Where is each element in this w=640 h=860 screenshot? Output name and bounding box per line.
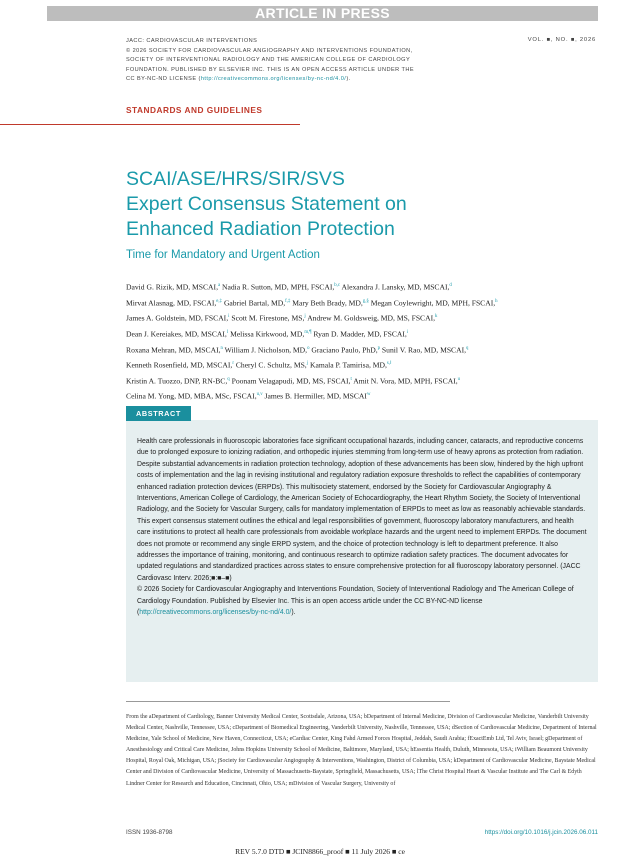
abstract-label: ABSTRACT — [126, 406, 191, 421]
author-affiliation-marker: s,‖ — [386, 361, 392, 367]
author-name: Kamala P. Tamirisa, MD, — [309, 360, 387, 370]
copyright-line-1: © 2026 SOCIETY FOR CARDIOVASCULAR ANGIOGRAPHY AND INTERVENTIONS FOUNDATION, — [126, 47, 413, 54]
author-affiliation-marker: t — [350, 376, 352, 382]
license-prefix: CC BY-NC-ND LICENSE ( — [126, 76, 201, 83]
article-in-press-banner: ARTICLE IN PRESS — [47, 6, 598, 21]
author-affiliation-marker: e,‡ — [216, 298, 223, 304]
author-affiliation-marker: r — [232, 361, 234, 367]
author-line — [126, 279, 606, 295]
author-affiliation-marker: f,‡ — [285, 298, 291, 304]
article-subtitle: Time for Mandatory and Urgent Action — [126, 249, 320, 261]
author-affiliation-marker: q — [227, 376, 230, 382]
author-name: Poonam Velagapudi, MD, MS, FSCAI, — [231, 376, 351, 386]
author-affiliation-marker: w — [366, 392, 371, 398]
license-line — [126, 75, 466, 85]
author-name: Amit N. Vora, MD, MPH, FSCAI, — [353, 376, 458, 386]
abstract-body — [137, 436, 587, 619]
title-line-3: Enhanced Radiation Protection — [126, 218, 395, 240]
affiliation-divider — [126, 701, 450, 702]
volume-info: VOL. ■, NO. ■, 2026 — [527, 37, 596, 43]
author-name: Ryan D. Madder, MD, FSCAI, — [313, 329, 407, 339]
author-name: Cheryl C. Schultz, MS, — [235, 360, 307, 370]
author-name: Mary Beth Brady, MD, — [292, 298, 363, 308]
copyright-line-2: SOCIETY OF INTERVENTIONAL RADIOLOGY AND THE AMERICAN COLLEGE OF CARDIOLOGY — [126, 57, 411, 64]
abstract-copyright-text: © 2026 Society for Cardiovascular Angiography and Interventions Foundation, Society of Interventional Radiology and The American College of Cardiology Foundation. Published by Elsevier Inc. This is an open access article under the CC BY-NC-ND license ( — [137, 586, 574, 617]
author-name: Kristin A. Tuozzo, DNP, RN-BC, — [126, 376, 228, 386]
author-affiliation-marker: q — [466, 345, 469, 351]
section-divider — [0, 124, 300, 125]
author-affiliation-marker: g,§ — [362, 298, 369, 304]
author-line — [126, 310, 606, 326]
author-line — [126, 342, 606, 358]
author-name: Celina M. Yong, MD, MBA, MSc, FSCAI, — [126, 391, 257, 401]
author-affiliation-marker: a — [217, 283, 221, 288]
author-affiliation-marker: k — [435, 314, 438, 320]
author-name: Melissa Kirkwood, MD, — [230, 329, 305, 339]
author-affiliation-marker: b,c — [334, 283, 340, 288]
author-affiliation-marker: p — [377, 345, 381, 351]
title-line-1: SCAI/ASE/HRS/SIR/SVS — [126, 168, 345, 190]
affiliations: From the aDepartment of Cardiology, Banner University Medical Center, Scottsdale, Arizona, USA; bDepartment of Internal Medicine, Division of Cardiovascular Medicine, Vanderbilt University Medical Center, Nashville, Tennessee, USA; cDepartment of Biomedical Engineering, Vanderbilt University, Nashville, Tennessee, USA; dSection of Cardiovascular Medicine, Department of Internal Medicine, Yale School of Medicine, New Haven, Connecticut, USA; eCardiac Center, King Fahd Armed Forces Hospital, Jeddah, Saudi Arabia; fExactEmb Ltd, Tel Aviv, Israel; gDepartment of Anesthesiology and Critical Care Medicine, Johns Hopkins University School of Medicine, Baltimore, Maryland, USA; hEssentia Health, Duluth, Minnesota, USA; iWilliam Beaumont University Hospital, Royal Oak, Michigan, USA; jSociety for Cardiovascular Angiography & Interventions, Washington, District of Columbia, USA; kDepartment of Cardiovascular Medicine, Baystate Medical Center and Division of Cardiovascular Medicine, University of Massachusetts-Baystate, Springfield, Massachusetts, USA; lThe Christ Hospital Heart & Vascular Institute and The Carl & Edyth Lindner Center for Research and Education, Cincinnati, Ohio, USA; mDivision of Vascular Surgery, University of — [126, 714, 597, 787]
author-line — [126, 373, 606, 389]
author-name: Graciano Paulo, PhD, — [311, 345, 378, 355]
author-affiliation-marker: i — [228, 314, 230, 320]
author-line — [126, 326, 606, 342]
author-name: Kenneth Rosenfield, MD, MSCAI, — [126, 360, 233, 370]
author-line — [126, 388, 606, 404]
proof-line: REV 5.7.0 DTD ■ JCIN8866_proof ■ 11 July 2026 ■ ce — [235, 847, 405, 856]
author-name: Megan Coylewright, MD, MPH, FSCAI, — [370, 298, 496, 308]
abstract-copyright-suffix: ). — [291, 609, 296, 617]
author-affiliation-marker: u,v — [256, 392, 263, 398]
author-name: James B. Hermiller, MD, MSCAI — [264, 391, 367, 401]
author-name: Mirvat Alasnag, MD, FSCAI, — [126, 298, 217, 308]
author-affiliation-marker: o — [307, 345, 310, 351]
author-affiliation-marker: j — [306, 361, 309, 367]
author-name: Andrew M. Goldsweig, MD, MS, FSCAI, — [307, 313, 436, 323]
section-label: STANDARDS AND GUIDELINES — [126, 105, 263, 115]
author-name: Alexandra J. Lansky, MD, MSCAI, — [341, 282, 450, 292]
copyright-line-3: FOUNDATION. PUBLISHED BY ELSEVIER INC. THIS IS AN OPEN ACCESS ARTICLE UNDER THE — [126, 66, 415, 73]
author-line — [126, 357, 606, 373]
journal-meta — [126, 37, 466, 85]
author-name: Scott M. Firestone, MS, — [231, 313, 305, 323]
author-list — [126, 279, 606, 404]
author-name: Dean J. Kereiakes, MD, MSCAI, — [126, 329, 227, 339]
author-line — [126, 295, 606, 311]
author-name: Gabriel Bartal, MD, — [223, 298, 286, 308]
author-name: Nadia R. Sutton, MD, MPH, FSCAI, — [222, 282, 335, 292]
doi-link[interactable]: https://doi.org/10.1016/j.jcin.2026.06.011 — [484, 829, 598, 836]
author-affiliation-marker: m,¶ — [304, 329, 312, 335]
author-affiliation-marker: i — [406, 329, 409, 335]
journal-name: JACC: CARDIOVASCULAR INTERVENTIONS — [126, 38, 258, 44]
issn: ISSN 1936-8798 — [126, 829, 173, 836]
license-suffix: ). — [346, 76, 351, 83]
license-link[interactable]: http://creativecommons.org/licenses/by-nc-nd/4.0/ — [200, 76, 347, 83]
title-line-2: Expert Consensus Statement on — [126, 193, 407, 215]
author-affiliation-marker: u — [457, 376, 461, 382]
article-title — [126, 167, 546, 242]
author-name: William J. Nicholson, MD, — [224, 345, 308, 355]
author-name: David G. Rizik, MD, MSCAI, — [126, 282, 218, 292]
author-affiliation-marker: d — [449, 283, 452, 288]
author-affiliation-marker: h — [495, 298, 498, 304]
abstract-license-link[interactable]: http://creativecommons.org/licenses/by-nc-nd/4.0/ — [139, 609, 292, 617]
author-affiliation-marker: n — [220, 345, 223, 351]
abstract-copyright — [137, 584, 587, 618]
abstract-paragraph: Health care professionals in fluoroscopic laboratories face significant occupational hazards, including cancer, cataracts, and reproductive concerns due to prolonged exposure to ionizing radiation, and orthopedic injuries stemming from long-term use of heavy aprons as protection from radiation. Despite substantial advancements in radiation protection technology, adoption of these advancements has been slow, hindered by the high upfront costs of implementation and the lag in revising institutional and regulatory radiation exposure thresholds to reflect the capabilities of contemporary enhanced radiation protection devices (ERPDs). This multisociety statement, endorsed by the Society for Cardiovascular Angiography & Interventions, American College of Cardiology, the American Society of Echocardiography, the Heart Rhythm Society, the Society of Interventional Radiology, and the Society for Vascular Surgery, calls for mandatory implementation of ERPDs to meet as low as reasonably achievable standards. This expert consensus statement outlines the ethical and legal responsibilities of government, fluoroscopy laboratory manufacturers, and health care institutions to protect all health care professionals from avoidable workplace hazards and the urgent need to implement ERPDs. The document does not promote or recommend any single ERPD system, and the choice of protection technology is left to department preference. It also addresses the importance of training, monitoring, and continuous research to optimize radiation safety practices. The document advocates for updated regulations and standardized practices across states to ensure comprehensive protection for all fluoroscopy laboratory personnel. (JACC Cardiovasc Interv. 2026;■:■–■) — [137, 438, 587, 582]
author-affiliation-marker: j — [304, 314, 306, 320]
author-name: Sunil V. Rao, MD, MSCAI, — [381, 345, 467, 355]
author-affiliation-marker: l — [226, 329, 229, 335]
author-name: Roxana Mehran, MD, MSCAI, — [126, 345, 221, 355]
author-name: James A. Goldstein, MD, FSCAI, — [126, 313, 229, 323]
